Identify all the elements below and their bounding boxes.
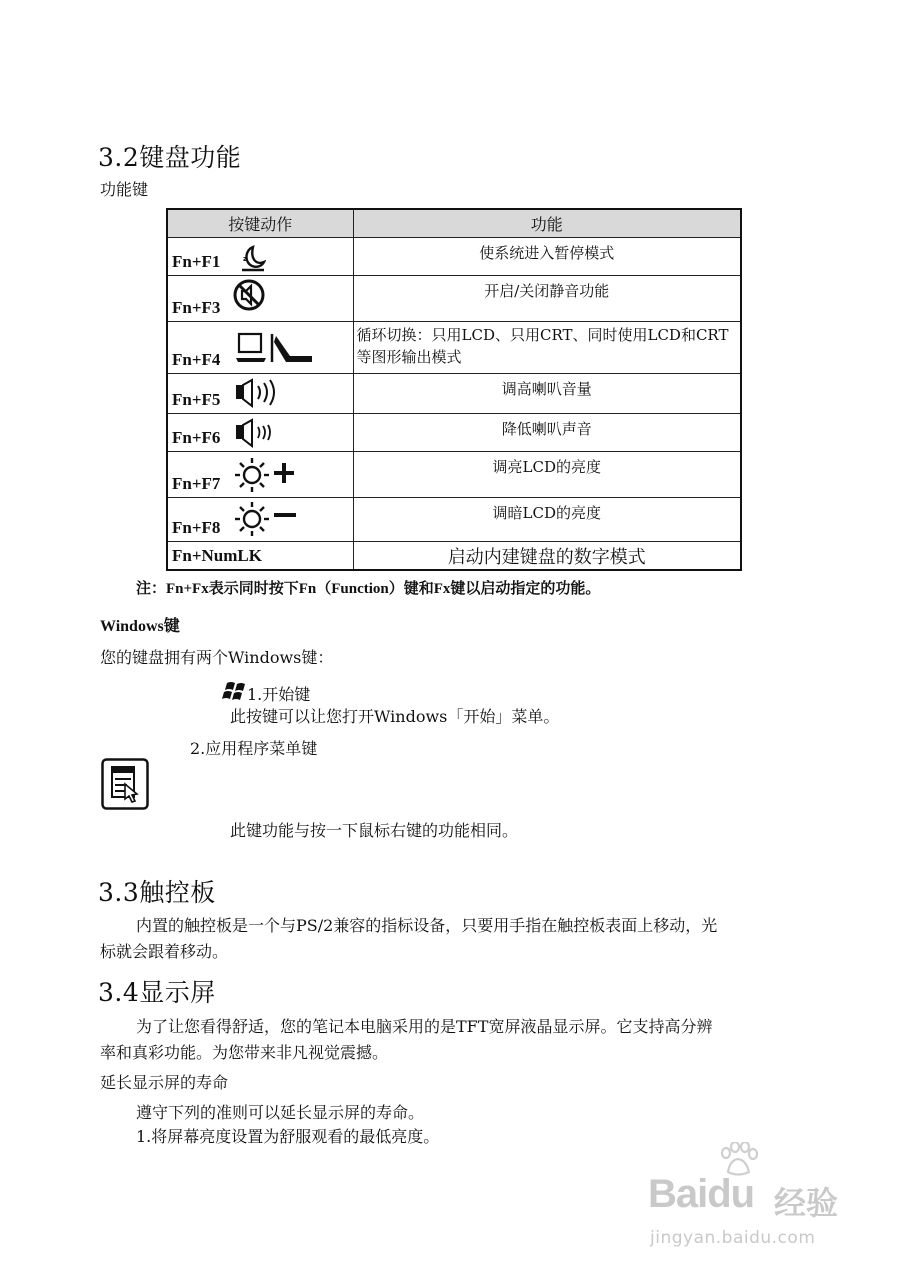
key-cell — [167, 498, 353, 542]
section-heading-display: 3.4显示屏 — [98, 978, 216, 1007]
table-row — [167, 322, 741, 374]
lifespan-intro: 遵守下列的准则可以延长显示屏的寿命。 — [136, 1103, 425, 1122]
section-heading-touchpad: 3.3触控板 — [98, 878, 216, 907]
key-cell — [167, 374, 353, 414]
table-row — [167, 498, 741, 542]
watermark-brand-cn: 经验 — [774, 1184, 839, 1222]
app-menu-key-title: 2.应用程序菜单键 — [190, 739, 318, 758]
function-cell: 循环切换：只用LCD、只用CRT、同时使用LCD和CRT等图形输出模式 — [353, 322, 741, 374]
lifespan-item-1: 1.将屏幕亮度设置为舒服观看的最低亮度。 — [136, 1127, 440, 1146]
key-cell — [167, 414, 353, 452]
key-label: Fn+F7 — [172, 474, 221, 493]
key-label: Fn+F6 — [172, 428, 221, 447]
watermark-brand-a: Bai — [648, 1172, 708, 1216]
function-cell: 启动内建键盘的数字模式 — [353, 542, 741, 571]
windows-logo-icon — [222, 681, 248, 705]
baidu-watermark — [648, 1142, 868, 1272]
key-label: Fn+F1 — [172, 252, 221, 271]
table-row — [167, 452, 741, 498]
svg-text:z: z — [243, 255, 248, 263]
subheading-function-keys: 功能键 — [100, 180, 149, 199]
table-row — [167, 374, 741, 414]
sleep-moon-icon — [238, 244, 266, 276]
windows-keys-intro: 您的键盘拥有两个Windows键： — [100, 648, 334, 667]
brightness-up-icon — [234, 456, 300, 498]
display-paragraph-line1: 为了让您看得舒适，您的笔记本电脑采用的是TFT宽屏液晶显示屏。它支持高分辨 — [136, 1017, 713, 1036]
function-cell: 降低喇叭声音 — [353, 414, 741, 452]
key-label: Fn+NumLK — [172, 546, 262, 565]
table-row — [167, 414, 741, 452]
mute-icon — [232, 278, 266, 316]
function-cell: 调亮LCD的亮度 — [353, 452, 741, 498]
table-row — [167, 238, 741, 276]
touchpad-paragraph-line1: 内置的触控板是一个与PS/2兼容的指标设备，只要用手指在触控板表面上移动，光 — [136, 916, 718, 935]
brightness-down-icon — [234, 500, 300, 542]
table-row — [167, 276, 741, 322]
volume-down-icon — [234, 418, 286, 452]
function-cell: 开启/关闭静音功能 — [353, 276, 741, 322]
key-cell — [167, 238, 353, 276]
touchpad-paragraph-line2: 标就会跟着移动。 — [100, 942, 229, 961]
start-key-title: 1.开始键 — [247, 685, 311, 704]
volume-up-icon — [234, 378, 286, 412]
key-label: Fn+F8 — [172, 518, 221, 537]
application-menu-key-icon — [101, 758, 149, 814]
key-label: Fn+F5 — [172, 390, 221, 409]
key-label: Fn+F3 — [172, 298, 221, 317]
function-key-table — [166, 208, 742, 571]
function-cell: 调高喇叭音量 — [353, 374, 741, 414]
key-cell — [167, 322, 353, 374]
key-cell — [167, 542, 353, 571]
table-row — [167, 542, 741, 571]
column-header-key-action: 按键动作 — [167, 209, 353, 238]
key-cell — [167, 276, 353, 322]
function-cell: 调暗LCD的亮度 — [353, 498, 741, 542]
function-cell: 使系统进入暂停模式 — [353, 238, 741, 276]
table-header-row — [167, 209, 741, 238]
table-footnote: 注：Fn+Fx表示同时按下Fn（Function）键和Fx键以启动指定的功能。 — [136, 581, 601, 597]
section-heading-keyboard: 3.2键盘功能 — [98, 143, 242, 172]
display-paragraph-line2: 率和真彩功能。为您带来非凡视觉震撼。 — [100, 1043, 389, 1062]
app-menu-key-description: 此键功能与按一下鼠标右键的功能相同。 — [230, 821, 519, 840]
display-switch-icon — [236, 332, 316, 370]
subheading-windows-keys: Windows键 — [100, 618, 180, 635]
watermark-brand-b: du — [707, 1172, 755, 1216]
subheading-display-lifespan: 延长显示屏的寿命 — [100, 1073, 229, 1092]
column-header-function: 功能 — [353, 209, 741, 238]
start-key-description: 此按键可以让您打开Windows「开始」菜单。 — [230, 707, 560, 726]
watermark-url: jingyan.baidu.com — [650, 1228, 816, 1248]
key-cell — [167, 452, 353, 498]
key-label: Fn+F4 — [172, 350, 221, 369]
